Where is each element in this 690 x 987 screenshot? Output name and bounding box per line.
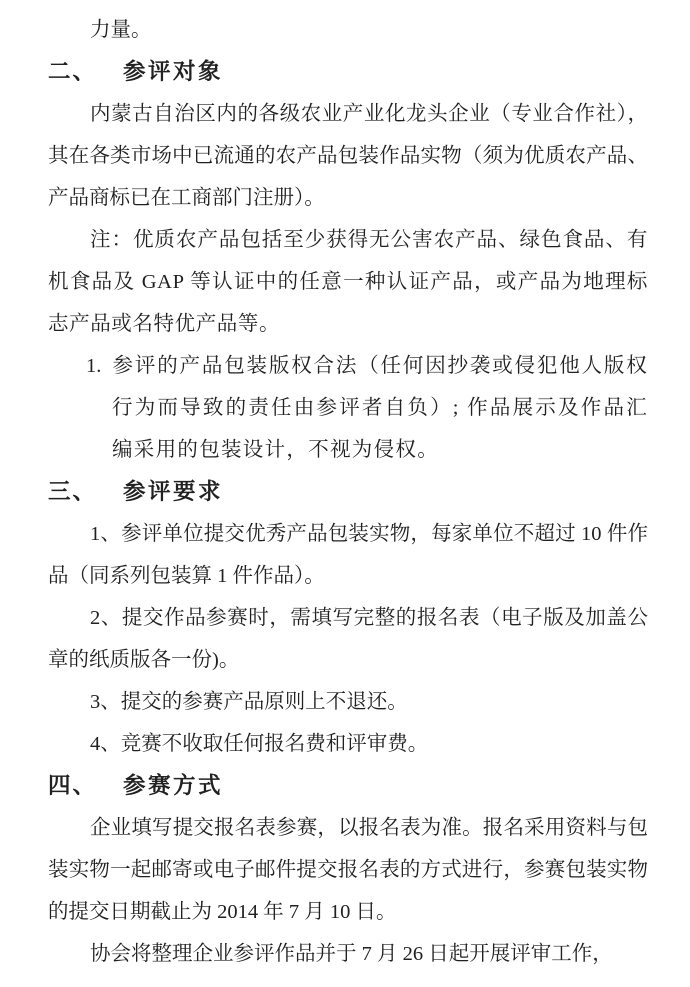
- section-3-heading-number: 三、: [48, 479, 98, 504]
- section-2-paragraph: 内蒙古自治区内的各级农业产业化龙头企业（专业合作社），其在各类市场中已流通的农产品包装作品实物（须为优质农产品、产品商标已在工商部门注册）。: [48, 103, 648, 209]
- section-4-heading: [48, 765, 648, 807]
- section-3-item-1: 1、参评单位提交优秀产品包装实物，每家单位不超过 10 件作品（同系列包装算 1 件作品）。: [48, 523, 648, 587]
- section-2-heading-number: 二、: [48, 59, 98, 84]
- paragraph-continuation: 力量。: [90, 19, 152, 41]
- section-2-heading: [48, 51, 648, 93]
- section-4-heading-number: 四、: [48, 773, 98, 798]
- section-3-heading-title: 参评要求: [123, 479, 224, 504]
- section-4-paragraph-2: 协会将整理企业参评作品并于 7 月 26 日起开展评审工作，: [90, 943, 613, 965]
- list-item-1-text: 参评的产品包装版权合法（任何因抄袭或侵犯他人版权行为而导致的责任由参评者自负）; 作品展示及作品汇编采用的包装设计，不视为侵权。: [112, 355, 648, 461]
- section-3-item-2: 2、提交作品参赛时，需填写完整的报名表（电子版及加盖公章的纸质版各一份)。: [48, 607, 648, 671]
- section-3-item-4: 4、竞赛不收取任何报名费和评审费。: [90, 733, 429, 755]
- section-2-heading-title: 参评对象: [123, 59, 224, 84]
- section-4-paragraph-1: 企业填写提交报名表参赛，以报名表为准。报名采用资料与包装实物一起邮寄或电子邮件提交报名表的方式进行，参赛包装实物的提交日期截止为 2014 年 7 月 10 日。: [48, 817, 648, 923]
- section-4-heading-title: 参赛方式: [123, 773, 224, 798]
- section-3-heading: [48, 471, 648, 513]
- section-2-list-item-1: [48, 345, 648, 471]
- list-item-1-number: 1.: [86, 355, 102, 377]
- section-3-item-3: 3、提交的参赛产品原则上不退还。: [90, 691, 408, 713]
- section-2-note-paragraph: 注：优质农产品包括至少获得无公害农产品、绿色食品、有机食品及 GAP 等认证中的任意一种认证产品，或产品为地理标志产品或名特优产品等。: [48, 229, 648, 335]
